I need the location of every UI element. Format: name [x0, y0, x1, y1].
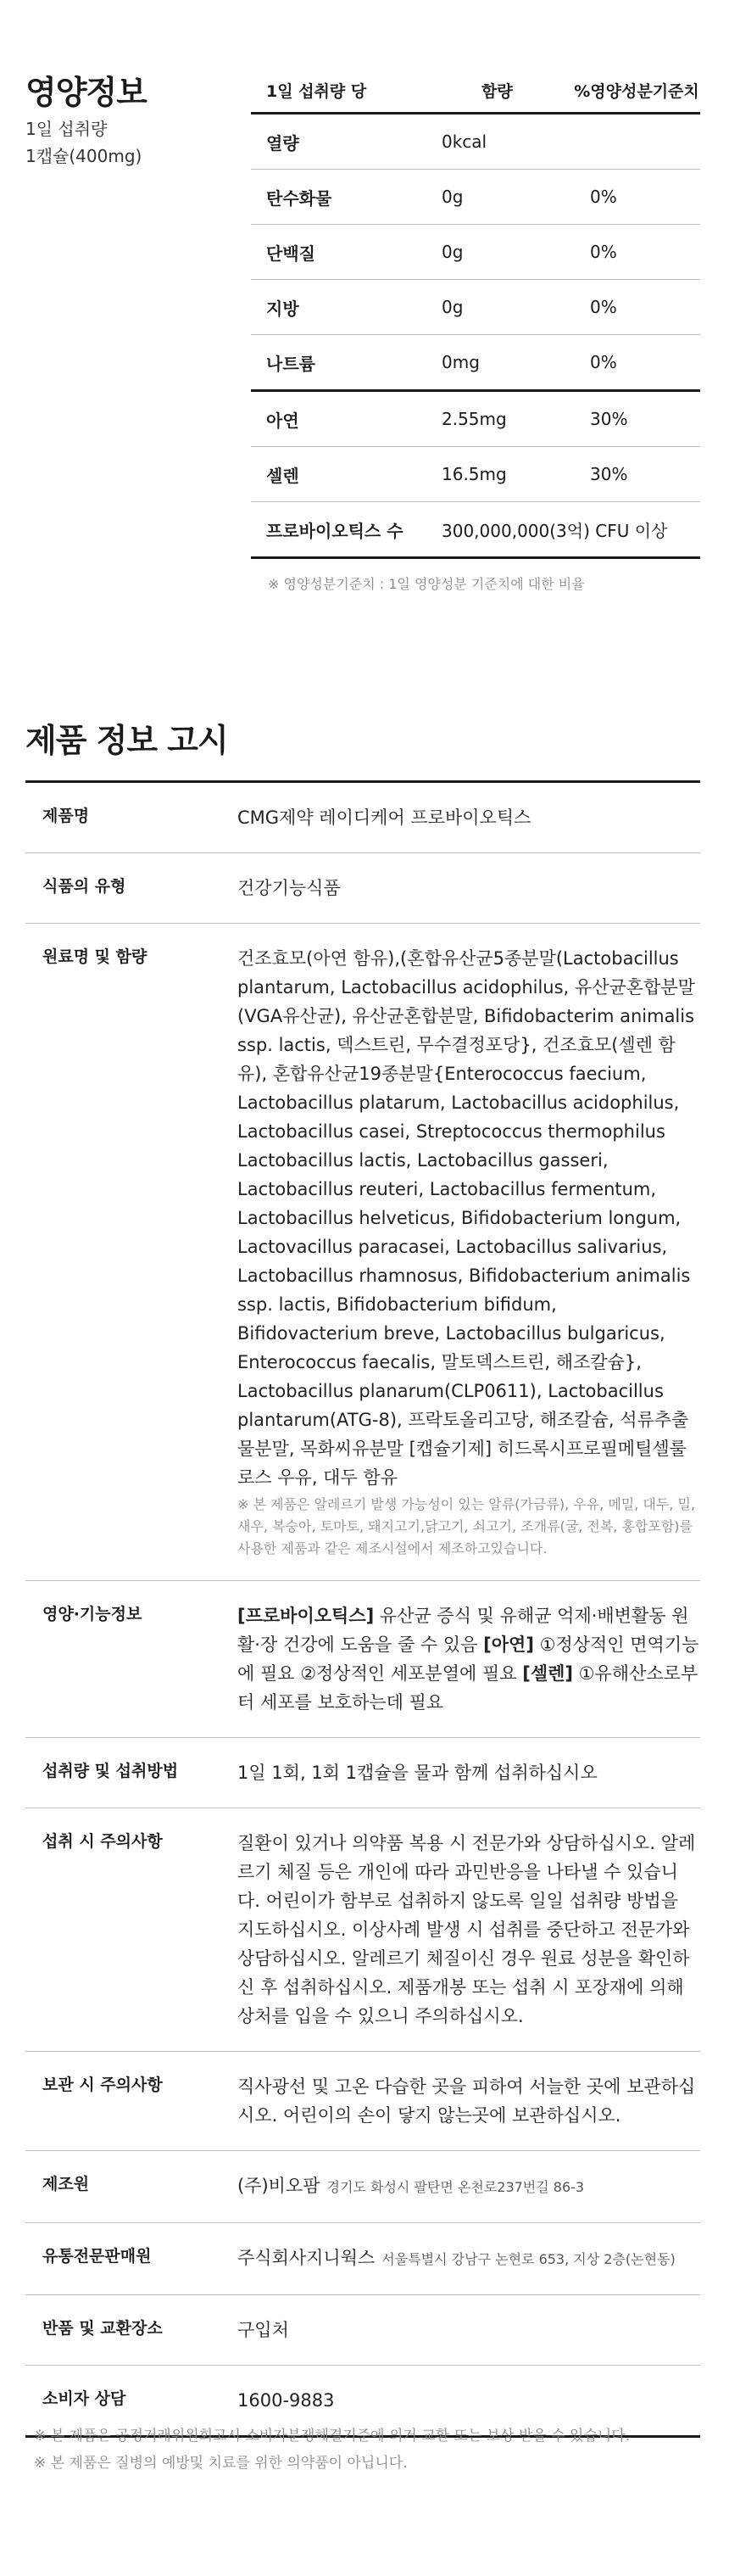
info-label: 섭취량 및 섭취방법 — [42, 1762, 179, 1780]
serving-size-label: 1일 섭취량 — [25, 119, 108, 139]
allergy-note: ※ 본 제품은 알레르기 발생 가능성이 있는 알류(가금류), 우유, 메밀, 대두, 밀, 새우, 복숭아, 토마토, 돼지고기,닭고기, 쇠고기, 조개류(굴, 전복, 홍합포함)를 사용한 제품과 같은 제조시설에서 제조하고있습니다. — [237, 1496, 696, 1556]
nutrient-name: 지방 — [266, 298, 299, 319]
info-label: 소비자 상담 — [42, 2389, 126, 2408]
header-percent: %영양성분기준치 — [574, 81, 699, 101]
storage-caution: 직사광선 및 고온 다습한 곳을 피하여 서늘한 곳에 보관하십시오. 어린이의 손이 닿지 않는곳에 보관하십시오. — [237, 2076, 696, 2126]
return-place: 구입처 — [237, 2320, 289, 2340]
nutrition-table-header — [251, 68, 700, 115]
nutrient-amount: 0g — [442, 242, 464, 262]
serving-size-value: 1캡슐(400mg) — [25, 146, 142, 166]
distributor-cell — [237, 2223, 700, 2294]
ingredients-text: 건조효모(아연 함유),(혼합유산균5종분말(Lactobacillus plantarum, Lactobacillus acidophilus, 유산균혼합분말(VGA유산균), 유산균혼합분말, Bifidobacterim animalis ssp. lactis, 덱스트린, 무수결정포당}, 건조효모(셀렌 함유), 혼합유산균19종분말{Enterococcus faecium, Lactobacillus platarum, Lactobacillus acidophilus, Lactobacillus casei, Streptococcus thermophilus Lactobacillus lactis, Lactobacillus gasseri, Lactobacillus reuteri, Lactobacillus fermentum, Lactobacillus helveticus, Bifidobacterium longum, Lactovacillus paracasei, Lactobacillus salivarius, Lactobacillus rhamnosus, Bifidobacterium animalis ssp. lactis, Bifidobacterium bifidum, Bifidovacterium breve, Lactobacillus bulgaricus, Enterococcus faecalis, 말토덱스트린, 해조칼슘}, Lactobacillus planarum(CLP0611), Lactobacillus plantarum(ATG-8), 프락토올리고당, 해조칼슘, 석류추출물분말, 목화씨유분말 [캡슐기제] 히드록시프로필메틸셀룰로스 우유, 대두 함유 — [237, 948, 695, 1488]
manufacturer-name: (주)비오팜 — [237, 2176, 320, 2196]
nutrient-name: 탄수화물 — [266, 187, 332, 209]
probiotics-label: 프로바이오틱스 수 — [266, 520, 403, 541]
info-row-product-name — [25, 783, 700, 853]
nutrition-section — [0, 0, 729, 645]
info-label: 섭취 시 주의사항 — [42, 1832, 163, 1851]
info-row-return — [25, 2295, 700, 2366]
nutrition-footnote: ※ 영양성분기준치 : 1일 영양성분 기준치에 대한 비율 — [268, 576, 585, 592]
info-row-manufacturer — [25, 2151, 700, 2223]
nutrient-name: 아연 — [266, 410, 299, 431]
nutrient-name: 단백질 — [266, 243, 315, 264]
info-row-storage — [25, 2052, 700, 2151]
distributor-address: 서울특별시 강남구 논현로 653, 지상 2층(논현동) — [381, 2251, 676, 2267]
function-tag-zinc: [아연] — [483, 1634, 534, 1655]
nutrient-percent: 30% — [590, 464, 628, 484]
manufacturer-address: 경기도 화성시 팔탄면 온천로237번길 86-3 — [326, 2179, 585, 2195]
info-label: 원료명 및 함량 — [42, 947, 147, 966]
nutrient-percent: 0% — [590, 242, 617, 262]
function-tag-selenium: [셀렌] — [522, 1663, 573, 1684]
nutrition-row — [251, 280, 700, 335]
manufacturer-cell — [237, 2151, 700, 2222]
info-row-distributor — [25, 2223, 700, 2295]
info-row-food-type — [25, 853, 700, 924]
footer-note: ※ 본 제품은 질병의 예방및 치료를 위한 의약품이 아닙니다. — [34, 2455, 408, 2472]
info-label: 반품 및 교환장소 — [42, 2319, 163, 2338]
distributor-name: 주식회사지니웍스 — [237, 2248, 376, 2268]
nutrient-amount: 0g — [442, 297, 464, 317]
function-tag-probiotics: [프로바이오틱스] — [237, 1606, 375, 1626]
header-serving: 1일 섭취량 당 — [266, 81, 367, 101]
footer-note: ※ 본 제품은 공정거래위원회고시 소비자분쟁해결기준에 의거 교환 또는 보상 받을 수 있습니다. — [34, 2428, 631, 2445]
nutrient-percent: 30% — [590, 409, 628, 429]
nutrient-percent: 0% — [590, 187, 617, 207]
nutrient-amount: 0kcal — [442, 131, 487, 152]
product-name: CMG제약 레이디케어 프로바이오틱스 — [237, 807, 531, 828]
food-type: 건강기능식품 — [237, 878, 341, 898]
nutrient-name: 나트륨 — [266, 353, 315, 374]
info-label: 제조원 — [42, 2175, 90, 2193]
probiotics-value: 300,000,000(3억) CFU 이상 — [442, 520, 668, 541]
nutrient-name: 셀렌 — [266, 465, 299, 486]
nutrient-amount: 0g — [442, 187, 464, 207]
info-label: 영양·기능정보 — [42, 1605, 142, 1623]
header-amount: 함량 — [481, 81, 513, 101]
product-info-title: 제품 정보 고시 — [25, 722, 228, 759]
intake-caution: 질환이 있거나 의약품 복용 시 전문가와 상담하십시오. 알레르기 체질 등은 개인에 따라 과민반응을 나타낼 수 있습니다. 어린이가 함부로 섭취하지 않도록 일일 섭취량 방법을 지도하십시오. 이상사례 발생 시 섭취를 중단하고 전문가와 상담하십시오. 알레르기 체질이신 경우 원료 성분을 확인하신 후 섭취하십시오. 제품개봉 또는 섭취 시 포장재에 의해상처를 입을 수 있으니 주의하십시오. — [237, 1833, 696, 2026]
function-text-selenium: ①유해산소로부터 세포를 보호하는데 필요 — [237, 1663, 698, 1713]
nutrition-row — [251, 447, 700, 502]
ingredients-cell — [237, 924, 700, 1580]
product-info-table — [25, 780, 700, 2438]
nutrient-amount: 0mg — [442, 352, 480, 372]
intake-method: 1일 1회, 1회 1캡슐을 물과 함께 섭취하십시오 — [237, 1763, 598, 1783]
probiotics-row — [251, 502, 700, 559]
nutrient-amount: 2.55mg — [442, 409, 507, 429]
info-row-intake — [25, 1738, 700, 1808]
nutrition-table — [251, 68, 700, 559]
nutrient-percent: 0% — [590, 352, 617, 372]
nutrient-percent: 0% — [590, 297, 617, 317]
nutrition-heading — [25, 73, 229, 170]
nutrition-row — [251, 335, 700, 392]
nutrition-row — [251, 225, 700, 280]
nutrition-title: 영양정보 — [25, 74, 147, 111]
nutrition-row — [251, 392, 700, 447]
nutrient-name: 열량 — [266, 132, 299, 154]
info-label: 식품의 유형 — [42, 877, 126, 896]
info-row-caution — [25, 1808, 700, 2052]
footer-notes — [34, 2422, 630, 2477]
info-row-function — [25, 1581, 700, 1738]
function-text-zinc: ①정상적인 면역기능에 필요 ②정상적인 세포분열에 필요 — [237, 1634, 699, 1684]
nutrition-row — [251, 170, 700, 225]
consult-phone: 1600-9883 — [237, 2390, 335, 2411]
info-label: 제품명 — [42, 807, 90, 825]
info-label: 유통전문판매원 — [42, 2247, 152, 2266]
nutrition-row — [251, 115, 700, 170]
info-label: 보관 시 주의사항 — [42, 2076, 163, 2094]
function-info — [237, 1581, 700, 1737]
nutrient-amount: 16.5mg — [442, 464, 507, 484]
function-text-probiotics: 유산균 증식 및 유해균 억제·배변활동 원활·장 건강에 도움을 줄 수 있음 — [237, 1606, 689, 1655]
info-row-ingredients — [25, 924, 700, 1581]
